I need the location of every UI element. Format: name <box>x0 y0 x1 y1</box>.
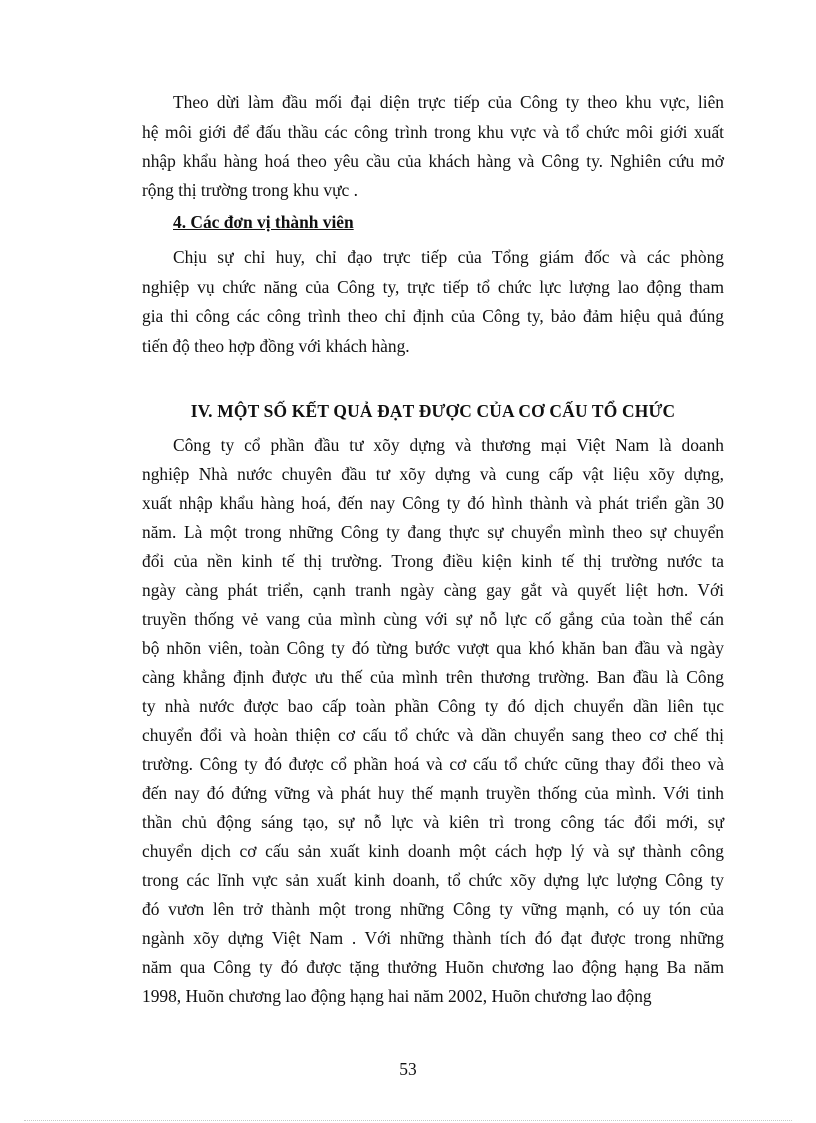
paragraph-3-line: ngành xõy dựng Việt Nam . Với những thành tích đó đạt được trong những <box>142 928 724 948</box>
paragraph-1-line: rộng thị trường trong khu vực . <box>142 180 358 200</box>
paragraph-3-line: đổi của nền kinh tế thị trường. Trong điều kiện kinh tế thị trường nước ta <box>142 551 724 571</box>
paragraph-3-line: năm qua Công ty đó được tặng thưởng Huõn chương lao động hạng Ba năm <box>142 957 724 977</box>
page-bottom-border <box>24 1120 792 1121</box>
paragraph-1-line: hệ môi giới để đấu thầu các công trình trong khu vực và tổ chức môi giới xuất <box>142 122 724 142</box>
paragraph-3-line: chuyển đổi và hoàn thiện cơ cấu tổ chức và dần chuyển sang theo cơ chế thị <box>142 725 724 745</box>
paragraph-3-line: nghiệp Nhà nước chuyên đầu tư xõy dựng và cung cấp vật liệu xõy dựng, <box>142 464 724 484</box>
paragraph-1-line: Theo dừi làm đầu mối đại diện trực tiếp của Công ty theo khu vực, liên <box>173 92 724 112</box>
paragraph-2-line: Chịu sự chỉ huy, chỉ đạo trực tiếp của Tổng giám đốc và các phòng <box>173 247 724 267</box>
subsection-heading: 4. Các đơn vị thành viên <box>173 212 354 232</box>
paragraph-3-line: càng khẳng định được ưu thế của mình trên thương trường. Ban đầu là Công <box>142 667 724 687</box>
paragraph-3-line: bộ nhõn viên, toàn Công ty đó từng bước vượt qua khó khăn ban đầu và ngày <box>142 638 724 658</box>
paragraph-3-line: đó vươn lên trở thành một trong những Công ty vững mạnh, có uy tón của <box>142 899 724 919</box>
paragraph-3-line: 1998, Huõn chương lao động hạng hai năm 2002, Huõn chương lao động <box>142 986 652 1006</box>
paragraph-2-line: tiến độ theo hợp đồng với khách hàng. <box>142 336 410 356</box>
paragraph-3-line: năm. Là một trong những Công ty đang thực sự chuyển mình theo sự chuyển <box>142 522 724 542</box>
section-heading: IV. MỘT SỐ KẾT QUẢ ĐẠT ĐƯỢC CỦA CƠ CẤU TỔ CHỨC <box>190 401 676 421</box>
paragraph-3-line: xuất nhập khẩu hàng hoá, đến nay Công ty đó hình thành và phát triển gần 30 <box>142 493 724 513</box>
paragraph-3-line: ty nhà nước được bao cấp toàn phần Công ty đó dịch chuyển dần liên tục <box>142 696 724 716</box>
paragraph-3-line: ngày càng phát triển, cạnh tranh ngày càng gay gắt và quyết liệt hơn. Với <box>142 580 724 600</box>
paragraph-2-line: nghiệp vụ chức năng của Công ty, trực tiếp tổ chức lực lượng lao động tham <box>142 277 724 297</box>
paragraph-3-line: trong các lĩnh vực sản xuất kinh doanh, tổ chức xõy dựng lực lượng Công ty <box>142 870 724 890</box>
paragraph-3-line: trường. Công ty đó được cổ phần hoá và cơ cấu tổ chức cũng thay đổi theo và <box>142 754 724 774</box>
paragraph-1-line: nhập khẩu hàng hoá theo yêu cầu của khách hàng và Công ty. Nghiên cứu mở <box>142 151 724 171</box>
paragraph-3-line: đến nay đó đứng vững và phát huy thế mạnh truyền thống của mình. Với tinh <box>142 783 724 803</box>
paragraph-3-line: truyền thống vẻ vang của mình cùng với sự nỗ lực cố gắng của toàn thể cán <box>142 609 724 629</box>
paragraph-3-line: Công ty cổ phần đầu tư xõy dựng và thương mại Việt Nam là doanh <box>173 435 724 455</box>
paragraph-2-line: gia thi công các công trình theo chỉ định của Công ty, bảo đảm hiệu quả đúng <box>142 306 724 326</box>
paragraph-3-line: chuyển dịch cơ cấu sản xuất kinh doanh một cách hợp lý và sự thành công <box>142 841 724 861</box>
page-number: 53 <box>399 1059 417 1079</box>
paragraph-3-line: thần chủ động sáng tạo, sự nỗ lực và kiên trì trong công tác đổi mới, sự <box>142 812 724 832</box>
